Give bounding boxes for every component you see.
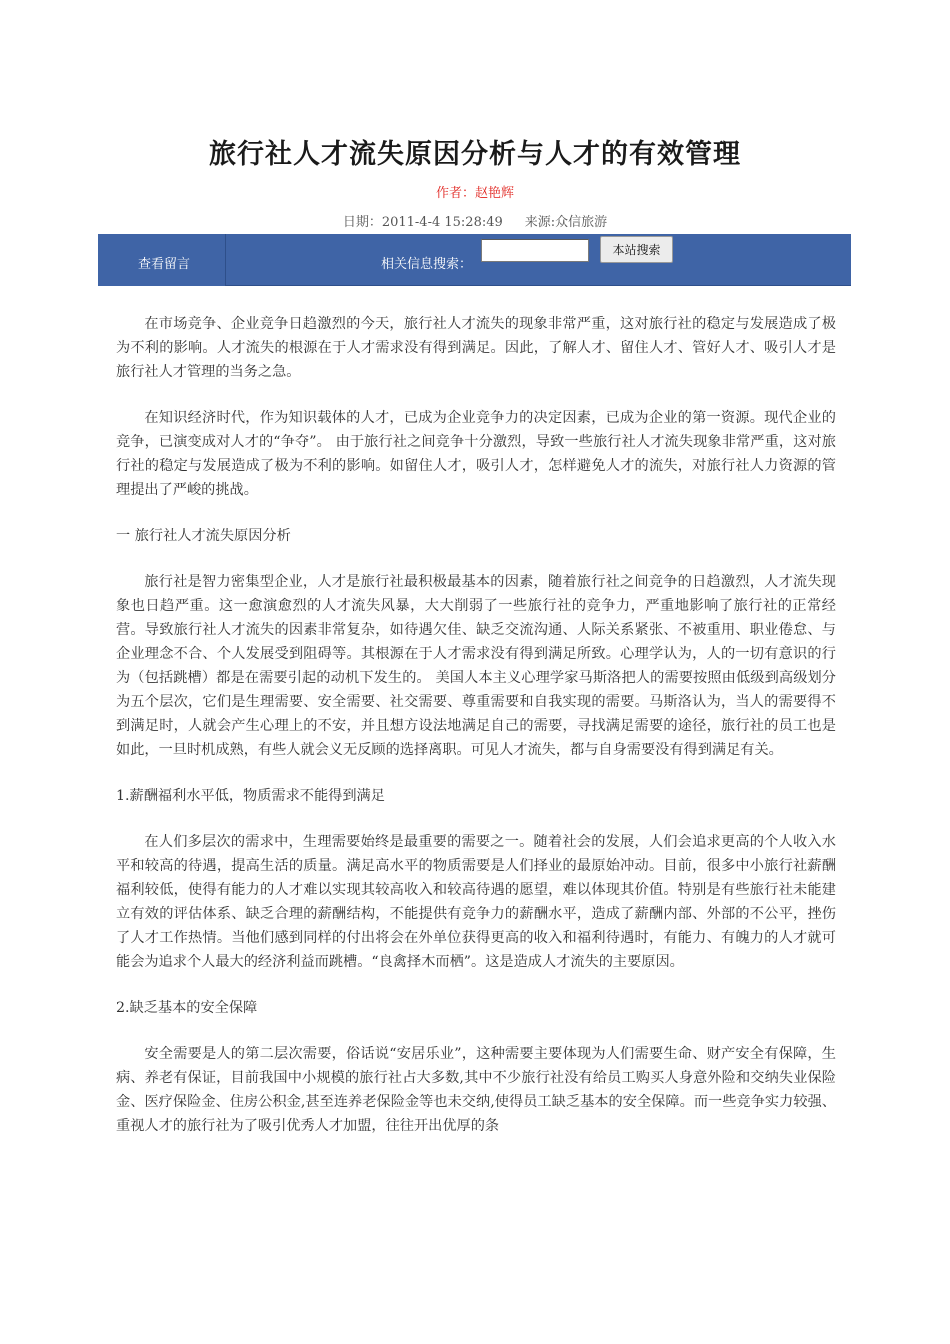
toolbar-bottom-line (225, 285, 851, 286)
view-comments-link[interactable]: 查看留言 (138, 257, 191, 272)
toolbar (98, 234, 851, 286)
meta-line (0, 211, 950, 230)
paragraph: 在市场竞争、企业竞争日趋激烈的今天，旅行社人才流失的现象非常严重，这对旅行社的稳定与发展造成了极为不利的影响。人才流失的根源在于人才需求没有得到满足。因此，了解人才、留住人才、管好人才、吸引人才是旅行社人才管理的当务之急。 (116, 316, 836, 380)
publish-date: 日期：2011-4-4 15:28:49 (342, 215, 503, 230)
section-heading: 一 旅行社人才流失原因分析 (116, 528, 291, 544)
paragraph: 在人们多层次的需求中，生理需要始终是最重要的需要之一。随着社会的发展，人们会追求更高的个人收入水平和较高的待遇，提高生活的质量。满足高水平的物质需要是人们择业的最原始冲动。目前，很多中小旅行社薪酬福利较低，使得有能力的人才难以实现其较高收入和较高待遇的愿望，难以体现其价值。特别是有些旅行社未能建立有效的评估体系、缺乏合理的薪酬结构，不能提供有竞争力的薪酬水平，造成了薪酬内部、外部的不公平，挫伤了人才工作热情。当他们感到同样的付出将会在外单位获得更高的收入和福利待遇时，有能力、有魄力的人才就可能会为追求个人最大的经济利益而跳槽。“良禽择木而栖”。这是造成人才流失的主要原因。 (116, 834, 836, 970)
subsection-heading: 2.缺乏基本的安全保障 (116, 1000, 258, 1016)
search-label: 相关信息搜索： (381, 257, 473, 272)
paragraph: 旅行社是智力密集型企业，人才是旅行社最积极最基本的因素，随着旅行社之间竞争的日趋激烈，人才流失现象也日趋严重。这一愈演愈烈的人才流失风暴，大大削弱了一些旅行社的竞争力，严重地影响了旅行社的正常经营。导致旅行社人才流失的因素非常复杂，如待遇欠佳、缺乏交流沟通、人际关系紧张、不被重用、职业倦怠、与企业理念不合、个人发展受到阻碍等。其根源在于人才需求没有得到满足所致。心理学认为，人的一切有意识的行为（包括跳槽）都是在需要引起的动机下发生的。 美国人本主义心理学家马斯洛把人的需要按照由低级到高级划分为五个层次，它们是生理需要、安全需要、社交需要、尊重需要和自我实现的需要。马斯洛认为，当人的需要得不到满足时，人就会产生心理上的不安，并且想方设法地满足自己的需要，寻找满足需要的途径，旅行社的员工也是如此，一旦时机成熟，有些人就会义无反顾的选择离职。可见人才流失，都与自身需要没有得到满足有关。 (116, 574, 836, 758)
article-title: 旅行社人才流失原因分析与人才的有效管理 (209, 139, 741, 170)
subsection-heading: 1.薪酬福利水平低，物质需求不能得到满足 (116, 788, 385, 804)
paragraph: 安全需要是人的第二层次需要，俗话说“安居乐业”，这种需要主要体现为人们需要生命、财产安全有保障，生病、养老有保证，目前我国中小规模的旅行社占大多数,其中不少旅行社没有给员工购买人身意外险和交纳失业保险金、医疗保险金、住房公积金,甚至连养老保险金等也未交纳,使得员工缺乏基本的安全保障。而一些竞争实力较强、重视人才的旅行社为了吸引优秀人才加盟，往往开出优厚的条 (116, 1046, 836, 1134)
article-source: 来源:众信旅游 (524, 215, 608, 230)
paragraph: 在知识经济时代，作为知识载体的人才，已成为企业竞争力的决定因素，已成为企业的第一资源。现代企业的竞争，已演变成对人才的“争夺”。 由于旅行社之间竞争十分激烈，导致一些旅行社人才流失现象非常严重，这对旅行社的稳定与发展造成了极为不利的影响。如留住人才，吸引人才，怎样避免人才的流失，对旅行社人力资源的管理提出了严峻的挑战。 (116, 410, 836, 498)
site-search-button[interactable]: 本站搜索 (600, 236, 673, 263)
author-line: 作者：赵艳辉 (435, 186, 514, 201)
toolbar-divider (225, 234, 226, 286)
search-input[interactable] (481, 239, 589, 262)
article-body (116, 312, 836, 1160)
